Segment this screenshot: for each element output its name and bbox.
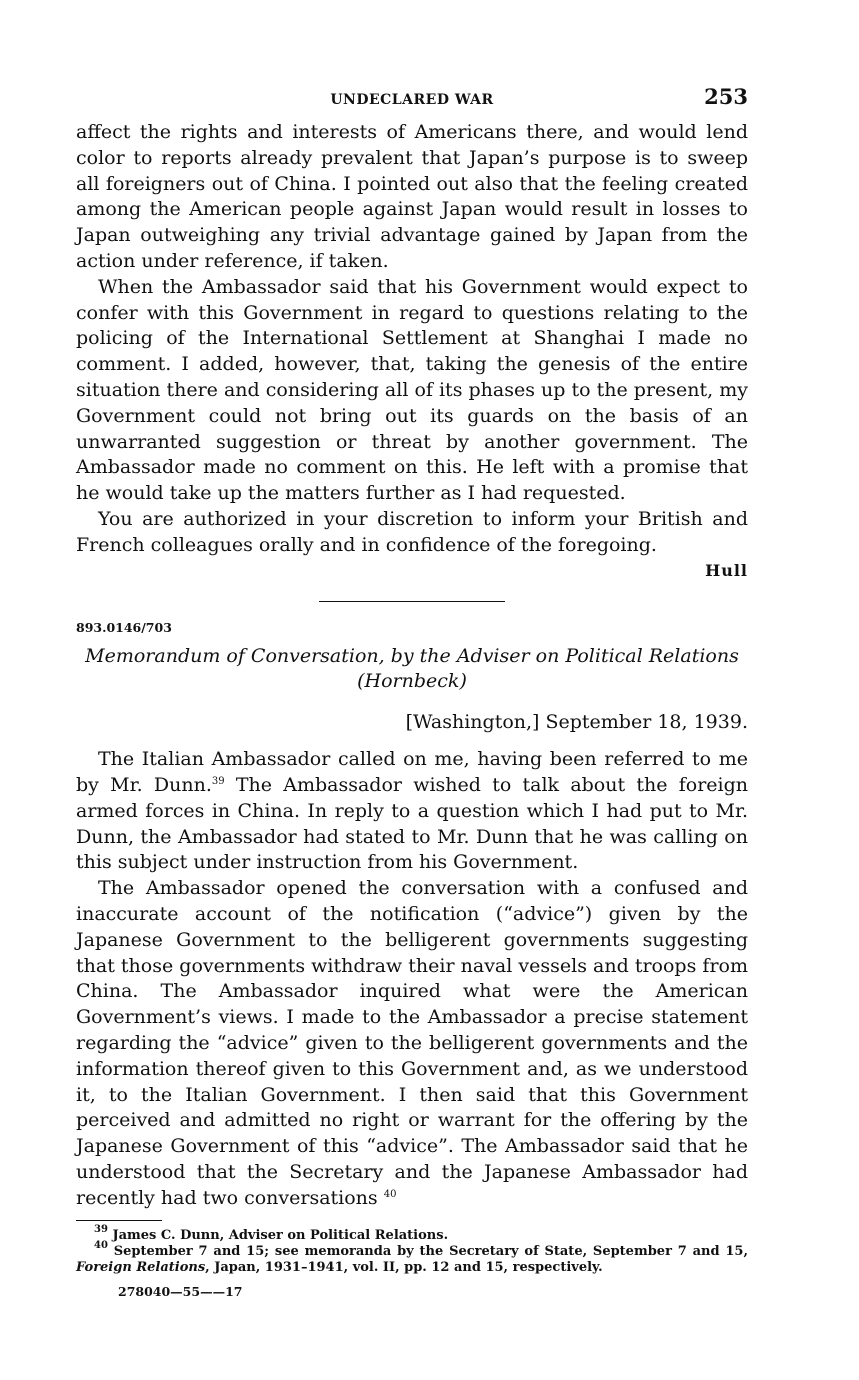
memo-title: Memorandum of Conversation, by the Adviser on Political Relations (Hornbeck) xyxy=(85,644,739,693)
signature: Hull xyxy=(705,560,748,580)
dateline: [Washington,] September 18, 1939. xyxy=(405,711,748,734)
file-number: 893.0146/703 xyxy=(76,619,172,635)
memo-paragraph-1 xyxy=(76,747,748,876)
footnote-39 xyxy=(76,1224,748,1244)
footnote-40-text-a: September 7 and 15; see memoranda by the Secretary of State, September 7 and 15, xyxy=(107,1244,748,1260)
running-head: UNDECLARED WAR xyxy=(330,92,494,108)
section-divider xyxy=(319,601,505,602)
memo-paragraph-2 xyxy=(76,876,748,1211)
letter-paragraph-1: affect the rights and interests of Americans there, and would lend color to reports already prevalent that Japan’s purpose is to sweep all foreigners out of China. I pointed out also that the feeling created among the American people against Japan would result in losses to Japan outweighing any trivial advantage gained by Japan from the action under reference, if taken. xyxy=(76,121,748,272)
document-page xyxy=(76,80,748,1299)
footnote-ref-39: 39 xyxy=(211,775,225,787)
memo-paragraph-1-text-b: The Ambassador wished to talk about the foreign armed forces in China. In reply to a question which I had put to Mr. Dunn, the Ambassador had stated to Mr. Dunn that he was calling on this subject under instruction from his Government. xyxy=(76,773,748,874)
footnote-40-mark: 40 xyxy=(94,1240,108,1252)
memo-paragraph-1-text-a: The Italian Ambassador called on me, having been referred to me by Mr. Dunn. xyxy=(76,748,748,796)
print-code: 278040—55——17 xyxy=(118,1284,243,1300)
footnote-40 xyxy=(76,1240,748,1276)
footnote-ref-40: 40 xyxy=(383,1188,397,1200)
footnote-39-mark: 39 xyxy=(94,1224,108,1236)
memo-paragraph-2-text: The Ambassador opened the conversation with a confused and inaccurate account of the notification (“advice”) given by the Japanese Government to the belligerent governments suggesting that those governments withdraw their naval vessels and troops from China. The Ambassador inquired what were the American Government’s views. I made to the Ambassador a precise statement regarding the “advice” given to the belligerent governments and the information thereof given to this Government and, as we understood it, to the Italian Government. I then said that this Government perceived and admitted no right or warrant for the offering by the Japanese Government of this “advice”. The Ambassador said that he understood that the Secretary and the Japanese Ambassador had recently had two conversations xyxy=(76,877,748,1209)
footnote-divider xyxy=(76,1220,162,1221)
footnote-40-text-b: , Japan, 1931–1941, vol. II, pp. 12 and 15, respectively. xyxy=(205,1260,603,1276)
letter-paragraph-2: When the Ambassador said that his Government would expect to confer with this Government in regard to questions relating to the policing of the International Settlement at Shanghai I made no comment. I added, however, that, taking the genesis of the entire situation there and considering all of its phases up to the present, my Government could not bring out its guards on the basis of an unwarranted suggestion or threat by another government. The Ambassador made no comment on this. He left with a promise that he would take up the matters further as I had requested. xyxy=(76,275,748,505)
footnote-40-italic: Foreign Relations xyxy=(76,1260,206,1276)
letter-paragraph-3: You are authorized in your discretion to inform your British and French colleagues orally and in confidence of the foregoing. xyxy=(76,507,748,556)
page-number: 253 xyxy=(704,84,748,109)
page-header xyxy=(76,80,748,120)
footnote-39-text: James C. Dunn, Adviser on Political Relations. xyxy=(107,1228,449,1244)
